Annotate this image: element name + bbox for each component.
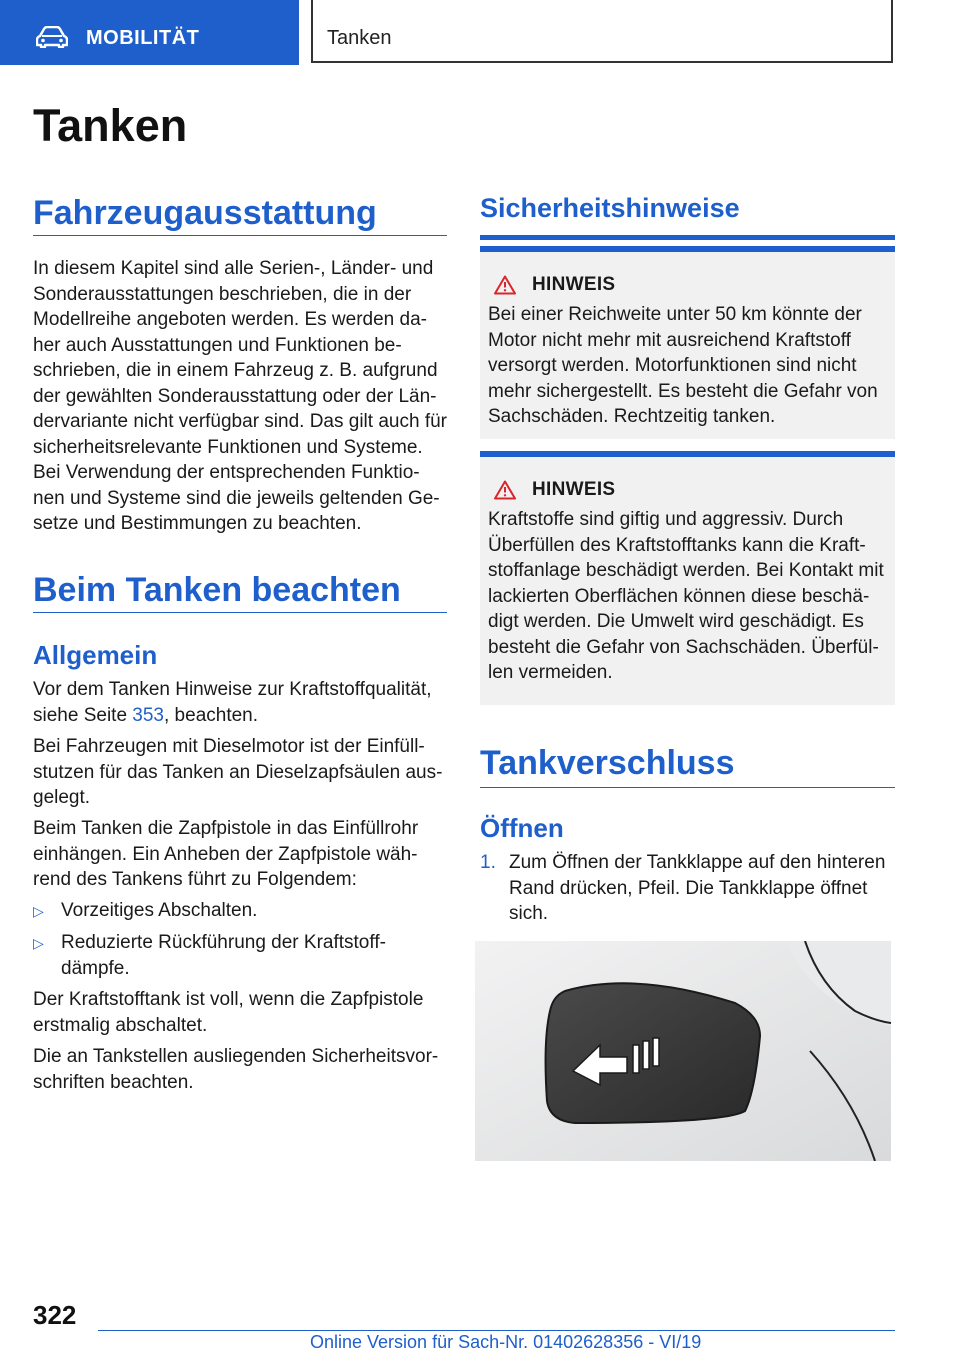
- footer-divider: [98, 1330, 895, 1331]
- paragraph-rules: Die an Tankstellen ausliegenden Sicherheitsvor-schriften beachten.: [33, 1046, 439, 1093]
- paragraph-equipment: In diesem Kapitel sind alle Serien-, Länder- und Sonderausstattungen beschrieben, die in der Modellreihe angeboten werden. Es werden da-her auch Ausstattungen und Funktionen be-schrieben, die in einem Fahrzeug z. B. aufgrund der gewählten Sonderausstattung oder der Län-dervariante nicht verfügbar sind. Das gilt auch für sicherheitsrelevante Funktionen und Systeme. Bei Verwendung der entsprechenden Funktio-nen und Systeme sind die jeweils geltenden Ge-setze und Bestimmungen zu beachten.: [33, 258, 447, 534]
- list-item: ▷ Vorzeitiges Abschalten.: [33, 898, 447, 924]
- list-item: ▷ Reduzierte Rückführung der Kraftstoff-dämpfe.: [33, 932, 386, 979]
- fuel-flap-drawing: [475, 941, 891, 1161]
- paragraph-diesel: Bei Fahrzeugen mit Dieselmotor ist der Einfüll-stutzen für das Tanken an Dieselzapfsäulen aus-gelegt.: [33, 736, 443, 808]
- page-link-353[interactable]: 353: [132, 704, 164, 726]
- heading-sicherheitshinweise: Sicherheitshinweise: [480, 193, 895, 240]
- footer-text: Online Version für Sach-Nr. 01402628356 - VI/19: [310, 1332, 702, 1352]
- warning-icon: [494, 480, 516, 500]
- notice-text: Bei einer Reichweite unter 50 km könnte der Motor nicht mehr mit ausreichend Kraftstoff versorgt werden. Motorfunktionen sind nicht mehr sichergestellt. Es besteht die Gefahr von Sachschäden. Rechtzeitig tanken.: [488, 304, 878, 427]
- notice-text: Kraftstoffe sind giftig und aggressiv. Durch Überfüllen des Kraftstofftanks kann die Kraft-stoffanlage beschädigt werden. Bei Kontakt mit lackierten Oberflächen können diese beschä-digt werden. Die Umwelt wird geschädigt. Es besteht die Gefahr von Sachschäden. Überfül-len vermeiden.: [488, 509, 884, 683]
- section-label: MOBILITÄT: [86, 27, 200, 49]
- warning-icon: [494, 275, 516, 295]
- fuel-flap-illustration: [475, 941, 891, 1161]
- heading-beim-tanken: Beim Tanken beachten: [33, 571, 447, 613]
- heading-allgemein: Allgemein: [33, 640, 158, 670]
- page-title: Tanken: [33, 100, 188, 151]
- paragraph-nozzle: Beim Tanken die Zapfpistole in das Einfüllrohr einhängen. Ein Anheben der Zapfpistole wäh-rend des Tankens führt zu Folgendem:: [33, 818, 419, 890]
- topic-box: [311, 0, 893, 63]
- notice-box: [480, 451, 895, 705]
- triangle-bullet-icon: ▷: [33, 935, 44, 951]
- section-tab: [0, 0, 299, 65]
- triangle-bullet-icon: ▷: [33, 903, 44, 919]
- paragraph-full: Der Kraftstofftank ist voll, wenn die Zapfpistole erstmalig abschaltet.: [33, 989, 424, 1036]
- heading-fahrzeugausstattung: Fahrzeugausstattung: [33, 194, 447, 236]
- notice-header: [494, 274, 887, 296]
- notice-label: HINWEIS: [532, 274, 616, 295]
- car-icon: [36, 26, 68, 48]
- notice-label: HINWEIS: [532, 479, 616, 500]
- paragraph-quality: Vor dem Tanken Hinweise zur Kraftstoffqualität, siehe Seite 353, beachten.: [33, 679, 432, 726]
- notice-header: [494, 479, 887, 501]
- heading-tankverschluss: Tankverschluss: [480, 744, 895, 788]
- page-number: 322: [33, 1300, 77, 1330]
- step-item: 1. Zum Öffnen der Tankklappe auf den hinteren Rand drücken, Pfeil. Die Tankklappe öffnet sich.: [480, 852, 886, 924]
- notice-box: [480, 246, 895, 439]
- heading-oeffnen: Öffnen: [480, 813, 564, 843]
- topic-label: Tanken: [327, 27, 392, 49]
